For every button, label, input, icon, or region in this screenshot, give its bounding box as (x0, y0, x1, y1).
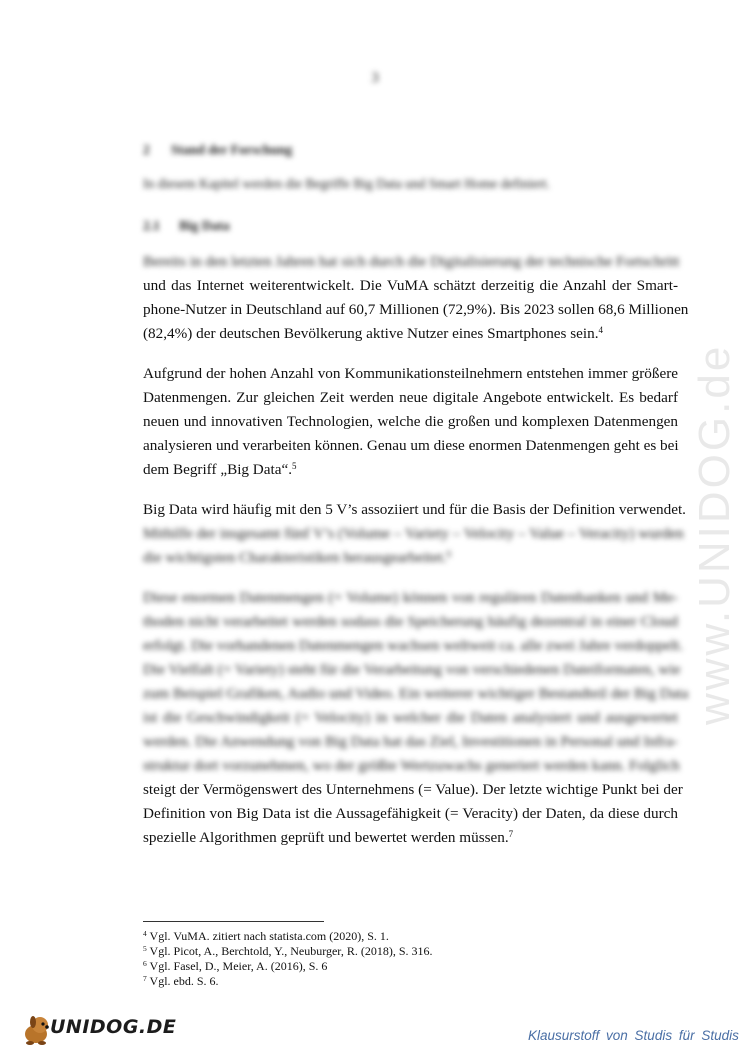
footnote-ref: 7 (508, 829, 514, 839)
text-line (143, 410, 678, 434)
line-text: neuen und innovativen Technologien, welche die großen und komplexen Datenmengen (143, 413, 678, 430)
paragraph (143, 586, 689, 850)
footnote-ref: 6 (446, 549, 452, 559)
line-text: ist die Geschwindigkeit (= Velocity) in welcher die Daten analysiert und ausgewertet (143, 709, 678, 726)
paragraph (143, 250, 689, 346)
paragraph (143, 362, 678, 482)
section-heading (143, 142, 292, 158)
line-text: steigt der Vermögenswert des Unternehmens (= Value). Der letzte wichtige Punkt bei der (143, 781, 683, 798)
footnote-ref: 5 (292, 461, 297, 471)
subsection-number: 2.1 (143, 218, 160, 233)
text-line (143, 802, 678, 826)
line-text: die wichtigsten Charakteristiken herausgearbeitet. (143, 549, 447, 566)
text-line (143, 458, 678, 482)
line-text: dem Begriff „Big Data“. (143, 461, 293, 478)
section-title: Stand der Forschung (171, 142, 293, 157)
subsection-title: Big Data (179, 218, 230, 233)
line-text: thoden nicht verarbeitet werden sodass die Speicherung häufig dezentral in einer Cloud (143, 613, 678, 630)
tagline: Klausurstoff von Studis für Studis (528, 1028, 739, 1043)
text-line (143, 610, 678, 634)
line-text: Datenmengen. Zur gleichen Zeit werden neue digitale Angebote entwickelt. Es bedarf (143, 389, 678, 406)
line-text: und das Internet weiterentwickelt. Die VuMA schätzt derzeitig die Anzahl der Smart- (143, 277, 678, 294)
subsection-heading (143, 218, 230, 234)
line-text: Big Data wird häufig mit den 5 V’s assoziiert und für die Basis der Definition verwendet. (143, 501, 686, 518)
footnote-item (143, 944, 433, 959)
text-line (143, 386, 678, 410)
watermark: www.UNIDOG.de (690, 343, 739, 725)
line-text: zum Beispiel Grafiken, Audio und Video. Ein weiterer wichtiger Bestandteil der Big Data (143, 685, 689, 702)
line-text: phone-Nutzer in Deutschland auf 60,7 Millionen (72,9%). Bis 2023 sollen 68,6 Millionen (143, 301, 689, 318)
line-text: Aufgrund der hohen Anzahl von Kommunikationsteilnehmern entstehen immer größere (143, 365, 678, 382)
line-text: Bereits in den letzten Jahren hat sich durch die Digitalisierung der technische Fortschritt (143, 253, 680, 270)
footnotes (143, 929, 433, 989)
footnote-item (143, 929, 433, 944)
line-text: Definition von Big Data ist die Aussagefähigkeit (= Veracity) der Daten, da diese durch (143, 805, 678, 822)
footnote-number: 5 (143, 944, 147, 953)
text-line (143, 778, 683, 802)
text-line (143, 546, 678, 570)
section-intro: In diesem Kapitel werden die Begriffe Big Data und Smart Home definiert. (143, 176, 550, 191)
footnote-divider (143, 921, 324, 922)
line-text: (82,4%) der deutschen Bevölkerung aktive Nutzer eines Smartphones sein. (143, 325, 599, 342)
text-line (143, 250, 678, 274)
text-line (143, 434, 678, 458)
footnote-text: Vgl. VuMA. zitiert nach statista.com (2020), S. 1. (149, 929, 389, 943)
line-text: Die Vielfalt (= Variety) steht für die Verarbeitung von verschiedenen Dateiformaten, wie (143, 661, 681, 678)
line-text: werden. Die Anwendung von Big Data hat das Ziel, Investitionen in Personal und Infra- (143, 733, 678, 750)
text-line (143, 498, 686, 522)
text-line (143, 730, 678, 754)
line-text: analysieren und verarbeiten können. Genau um diese enormen Datenmengen geht es bei (143, 437, 679, 454)
footnote-number: 4 (143, 929, 147, 938)
footnote-number: 7 (143, 974, 147, 983)
footnote-item (143, 974, 433, 989)
text-line (143, 522, 684, 546)
text-line (143, 274, 678, 298)
text-line (143, 706, 678, 730)
footnote-text: Vgl. Fasel, D., Meier, A. (2016), S. 6 (149, 959, 328, 973)
line-text: struktur dort vorzunehmen, wo der größte Wertzuwachs generiert werden kann. Folglich (143, 757, 680, 774)
text-line (143, 322, 678, 346)
text-line (143, 754, 678, 778)
footnote-number: 6 (143, 959, 147, 968)
line-text: spezielle Algorithmen geprüft und bewertet werden müssen. (143, 829, 509, 846)
line-text: Mithilfe der insgesamt fünf V’s (Volume – Variety – Velocity – Value – Veracity) wurden (143, 525, 684, 542)
footnote-text: Vgl. Picot, A., Berchtold, Y., Neuburger, R. (2018), S. 316. (149, 944, 433, 958)
text-line (143, 362, 678, 386)
logo-text[interactable]: UNIDOG.DE (50, 1016, 177, 1038)
page-number: 3 (371, 70, 379, 86)
section-number: 2 (143, 142, 150, 157)
paragraph (143, 498, 686, 570)
footnote-text: Vgl. ebd. S. 6. (149, 974, 219, 988)
footnote-item (143, 959, 433, 974)
text-line (143, 634, 684, 658)
text-line (143, 586, 678, 610)
footnote-ref: 4 (598, 325, 603, 335)
text-line (143, 298, 689, 322)
text-line (143, 658, 681, 682)
text-line (143, 826, 678, 850)
line-text: Diese enormen Datenmengen (= Volume) können von regulären Datenbanken und Me- (143, 589, 678, 606)
text-line (143, 682, 689, 706)
line-text: erfolgt. Die vorhandenen Datenmengen wachsen weltweit ca. alle zwei Jahre verdoppelt. (143, 637, 684, 654)
